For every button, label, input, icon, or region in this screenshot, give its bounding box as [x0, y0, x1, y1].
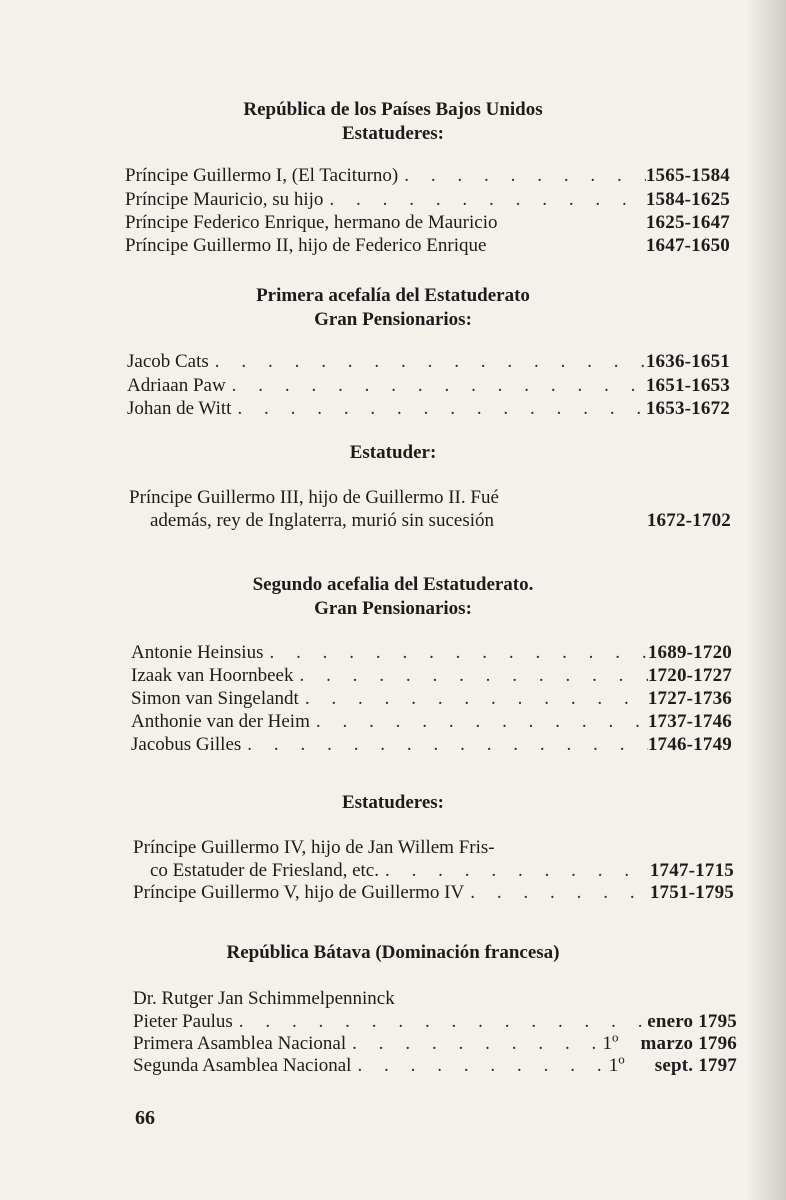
entry-name: Príncipe Guillermo II, hijo de Federico Enrique [125, 235, 487, 256]
leader-dots [209, 350, 646, 374]
entry-years: 1625-1647 [645, 212, 730, 233]
entry-years: 1747-1715 [649, 860, 734, 881]
entry-years: 1746-1749 [647, 734, 732, 755]
section-title: Segundo acefalia del Estatuderato. [252, 574, 534, 595]
list-item [125, 164, 730, 188]
entry-date [647, 1010, 737, 1034]
list-item [125, 188, 730, 212]
list-item [133, 1010, 737, 1034]
section-title: Estatuderes: [341, 792, 445, 813]
entry-text-line: Dr. Rutger Jan Schimmelpenninck [133, 988, 395, 1009]
list-item [131, 687, 732, 711]
entry-year: 1797 [698, 1055, 737, 1076]
list-item [131, 641, 732, 665]
leader-dots [323, 188, 645, 212]
leader-dots [226, 374, 646, 398]
entry-years: 1672-1702 [646, 510, 731, 531]
entry-name: Príncipe Guillermo V, hijo de Guillermo IV [133, 882, 465, 903]
entry-name: Izaak van Hoornbeek [131, 665, 294, 686]
entry-ordinal: 1$^o$ [608, 1051, 625, 1076]
leader-dots [379, 859, 650, 883]
list-item [133, 1051, 737, 1078]
entry-years: 1751-1795 [649, 882, 734, 903]
list-item [131, 710, 732, 734]
entry-years: 1727-1736 [647, 688, 732, 709]
entry-year: 1795 [698, 1011, 737, 1032]
entry-name: Primera Asamblea Nacional [133, 1033, 347, 1054]
list-item [150, 509, 731, 533]
entry-years: 1565-1584 [645, 165, 730, 186]
entry-name: Segunda Asamblea Nacional [133, 1055, 352, 1076]
entry-years: 1636-1651 [645, 351, 730, 372]
list-item [131, 664, 732, 688]
section-subtitle: Estatuderes: [341, 123, 445, 144]
list-item [127, 397, 730, 421]
entry-name: Adriaan Paw [127, 375, 226, 396]
entry-name: Jacob Cats [127, 351, 209, 372]
entry-text-line: Príncipe Guillermo IV, hijo de Jan Willem Fris- [133, 837, 495, 858]
section-title: Estatuder: [349, 442, 437, 463]
entry-name: Pieter Paulus [133, 1011, 233, 1032]
leader-dots [398, 164, 646, 188]
entry-date [655, 1054, 737, 1078]
leader-dots [241, 733, 648, 757]
entry-name: Antonie Heinsius [131, 642, 264, 663]
entry-name: co Estatuder de Friesland, etc. [150, 860, 379, 881]
list-item [133, 881, 734, 905]
leader-dots [351, 1054, 608, 1078]
section-title: República Bátava (Dominación francesa) [226, 942, 560, 963]
entry-years: 1653-1672 [645, 398, 730, 419]
list-item [133, 1029, 737, 1056]
entry-month: enero [647, 1011, 694, 1032]
entry-year: 1796 [698, 1033, 737, 1054]
entry-name: Anthonie van der Heim [131, 711, 310, 732]
list-item [131, 733, 732, 757]
section-title: Primera acefalía del Estatuderato [256, 285, 530, 306]
leader-dots [231, 397, 645, 421]
list-item [127, 350, 730, 374]
entry-text-line: además, rey de Inglaterra, murió sin sucesión [150, 510, 494, 531]
entry-month: marzo [640, 1033, 694, 1054]
entry-name: Príncipe Federico Enrique, hermano de Mauricio [125, 212, 498, 233]
list-item [127, 374, 730, 398]
entry-years: 1737-1746 [647, 711, 732, 732]
section-subtitle: Gran Pensionarios: [314, 309, 472, 330]
leader-dots [233, 1010, 647, 1034]
entry-name: Simon van Singelandt [131, 688, 299, 709]
entry-years: 1647-1650 [645, 235, 730, 256]
entry-name: Jacobus Gilles [131, 734, 242, 755]
entry-name: Príncipe Mauricio, su hijo [125, 189, 324, 210]
page-edge-shadow [746, 0, 786, 1200]
entry-years: 1720-1727 [647, 665, 732, 686]
section-subtitle: Gran Pensionarios: [314, 598, 472, 619]
entry-text-line: Príncipe Guillermo III, hijo de Guillermo II. Fué [129, 487, 499, 508]
leader-dots [293, 664, 647, 688]
leader-dots [299, 687, 648, 711]
entry-years: 1689-1720 [647, 642, 732, 663]
entry-years: 1584-1625 [645, 189, 730, 210]
list-item [125, 234, 730, 258]
entry-month: sept. [654, 1055, 694, 1076]
entry-years: 1651-1653 [645, 375, 730, 396]
list-item [125, 211, 730, 235]
entry-date [641, 1032, 737, 1056]
list-item [150, 859, 734, 883]
section-title: República de los Países Bajos Unidos [243, 99, 543, 120]
leader-dots [310, 710, 648, 734]
entry-name: Johan de Witt [127, 398, 232, 419]
leader-dots [263, 641, 647, 665]
entry-name: Príncipe Guillermo I, (El Taciturno) [125, 165, 399, 186]
leader-dots [346, 1032, 602, 1056]
page-number: 66 [135, 1107, 155, 1129]
entry-ordinal: 1$^o$ [602, 1029, 619, 1054]
leader-dots [464, 881, 650, 905]
